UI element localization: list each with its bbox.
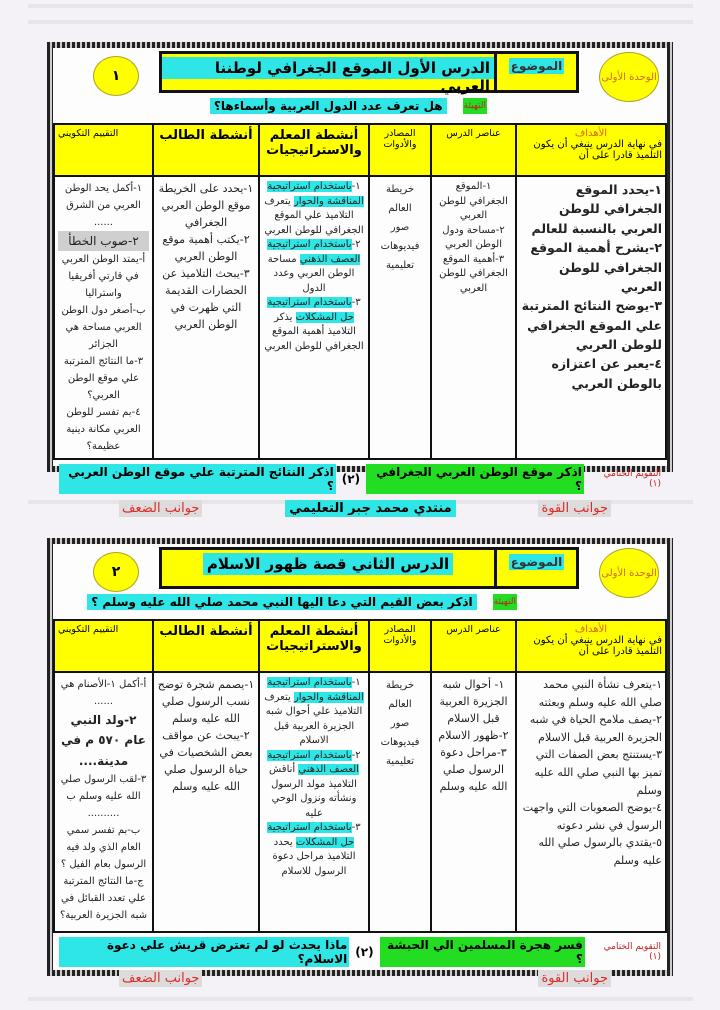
final-question-2: ماذا يحدث لو لم تعترض قريش علي دعوة الاسلام؟ — [59, 937, 349, 967]
lesson-title: الدرس الأول الموقع الجغرافي لوطننا العربي — [162, 57, 494, 79]
goals-cell: ١-يحدد الموقع الجغرافي للوطن العربي بالنسبة للعالم ٢-يشرح أهمية الموقع الجغرافي للوطن العربي ٣-يوضح النتائج المترتبة علي الموقع الجغرافي للوطن العربي ٤-يعبر عن اعتزازه بالوطن العربي — [516, 176, 666, 459]
forum-credit: منتدي محمد جبر التعليمي — [285, 500, 456, 517]
goals-intro: في نهاية الدرس ينبغي أن يكون التلميذ قادرا على أن — [533, 635, 662, 657]
goals-header: الأهداف — [574, 128, 608, 139]
strengths-label: جوانب القوة — [538, 970, 611, 987]
evaluation-cell: أ-أكمل ١-الأصنام هي ...... ٢-ولد النبي عام ٥٧٠ م في مدينة.... ٣-لقب الرسول صلي الله عليه وسلم ب .......... ب-بم تفسر سمي العام الذي ولد فيه الرسول بعام الفيل ؟ ج-ما النتائج المترتبة علي تعدد القبائل في شبه الجزيرة العربية؟ — [54, 672, 153, 932]
lesson-header — [53, 48, 667, 123]
resources-cell: خريطة العالم صور فيديوهات تعليمية — [369, 176, 431, 459]
lesson-title: الدرس الثاني قصة ظهور الاسلام — [203, 553, 453, 575]
student-cell: ١-يحدد على الخريطة موقع الوطن العربي الجغرافي ٢-يكتب أهمية موقع الوطن العربي ٣-يبحث التلاميذ عن الحضارات القديمة التي ظهرت في الوطن العربي — [153, 176, 259, 459]
lesson-number-badge: ١ — [93, 56, 139, 96]
warmup-label: التهيئة — [493, 594, 517, 610]
unit-badge: الوحدة الأولى — [599, 52, 659, 102]
resources-header: المصادر والأدوات — [369, 620, 431, 672]
warmup-label: التهيئة — [463, 98, 487, 114]
evaluation-header: التقييم التكويني — [54, 124, 153, 176]
final-assessment: التقويم الختامي (١) اذكر موقع الوطن العربي الجغرافي ؟ (٢) اذكر النتائج المترتبة علي موقع الوطن العربي ؟ جوانب القوة منتدي محمد جبر التعليمي جوانب الضعف — [53, 460, 667, 521]
final-question-1: اذكر موقع الوطن العربي الجغرافي ؟ — [366, 464, 584, 494]
lesson-table — [53, 619, 667, 933]
elements-header: عناصر الدرس — [431, 124, 516, 176]
title-box — [159, 51, 579, 93]
elements-cell: ١-الموقع الجغرافي للوطن العربي ٢-مساحة ودول الوطن العربي ٣-أهمية الموقع الجغرافي للوطن العربي — [431, 176, 516, 459]
strengths-label: جوانب القوة — [538, 500, 611, 517]
teacher-cell: ١-باستخدام استراتيجية المناقشة والحوار يتعرف التلاميذ علي الموقع الجغرافي للوطن العربي ٢-باستخدام استراتيجية العصف الذهني مساحة الوطن العربي وعدد الدول ٣-باستخدام استراتيجية حل المشكلات يذكر التلاميذ أهمية الموقع الجغرافي للوطن العربي — [259, 176, 369, 459]
teacher-header: أنشطة المعلم والاستراتيجيات — [259, 124, 369, 176]
resources-cell: خريطة العالم صور فيديوهات تعليمية — [369, 672, 431, 932]
student-header: أنشطة الطالب — [153, 620, 259, 672]
final-question-2: اذكر النتائج المترتبة علي موقع الوطن العربي ؟ — [59, 464, 336, 494]
goals-cell: ١-يتعرف نشأة النبي محمد صلي الله عليه وسلم وبعثته ٢-يصف ملامح الحياة في شبه الجزيرة العربية قبل الاسلام ٣-يستنتج بعض الصفات التي تميز بها النبي صلي الله عليه وسلم ٤-يوضح الصعوبات التي واجهت الرسول في نشر دعوته ٥-يقتدي بالرسول صلي الله عليه وسلم — [516, 672, 666, 932]
goals-header: الأهداف — [574, 624, 608, 635]
student-header: أنشطة الطالب — [153, 124, 259, 176]
student-cell: ١-يصمم شجرة توضح نسب الرسول صلي الله عليه وسلم ٢-يبحث عن مواقف بعض الشخصيات في حياة الرسول صلي الله عليه وسلم — [153, 672, 259, 932]
title-box — [159, 547, 579, 589]
lesson-plan-page-1 — [47, 42, 673, 517]
subject-label: الموضوع — [510, 555, 563, 569]
resources-header: المصادر والأدوات — [369, 124, 431, 176]
lesson-header — [53, 544, 667, 619]
warmup-question: اذكر بعض القيم التي دعا اليها النبي محمد صلي الله عليه وسلم ؟ — [87, 594, 476, 610]
weaknesses-label: جوانب الضعف — [119, 500, 202, 517]
subject-label: الموضوع — [510, 59, 563, 73]
lesson-number-badge: ٢ — [93, 552, 139, 592]
unit-badge: الوحدة الأولى — [599, 548, 659, 598]
lesson-plan-page-2 — [47, 538, 673, 986]
elements-cell: ١- أحوال شبه الجزيرة العربية قبل الاسلام ٢-ظهور الاسلام ٣-مراحل دعوة الرسول صلي الله عليه وسلم — [431, 672, 516, 932]
teacher-header: أنشطة المعلم والاستراتيجيات — [259, 620, 369, 672]
final-assessment: التقويم الختامي (١) فسر هجرة المسلمين الي الحبشة ؟ (٢) ماذا يحدث لو لم تعترض قريش علي دعوة الاسلام؟ جوانب القوة جوانب الضعف — [53, 933, 667, 991]
final-question-1: فسر هجرة المسلمين الي الحبشة ؟ — [380, 937, 585, 967]
elements-header: عناصر الدرس — [431, 620, 516, 672]
evaluation-header: التقييم التكويني — [54, 620, 153, 672]
lesson-table — [53, 123, 667, 460]
weaknesses-label: جوانب الضعف — [119, 970, 202, 987]
warmup-question: هل تعرف عدد الدول العربية وأسماءها؟ — [210, 98, 447, 114]
evaluation-cell: ١-أكمل يحد الوطن العربي من الشرق ...... ٢-صوب الخطأ أ-يمتد الوطن العربي في قارتي أفريقيا واستراليا ب-أصغر دول الوطن العربي مساحة هي الجزائر ٣-ما النتائج المترتبة علي موقع الوطن العربي؟ ٤-بم تفسر للوطن العربي مكانة دينية عظيمة؟ — [54, 176, 153, 459]
goals-intro: في نهاية الدرس ينبغي أن يكون التلميذ قادرا على أن — [533, 139, 662, 161]
teacher-cell: ١-باستخدام استراتيجية المناقشة والحوار يتعرف التلاميذ علي أحوال شبه الجزيرة العربية قبل الاسلام ٢-باستخدام استراتيجية العصف الذهني أناقش التلاميذ مولد الرسول ونشأته ونزول الوحي عليه ٣-باستخدام استراتيجية حل المشكلات يحدد التلاميذ مراحل دعوة الرسول للاسلام — [259, 672, 369, 932]
